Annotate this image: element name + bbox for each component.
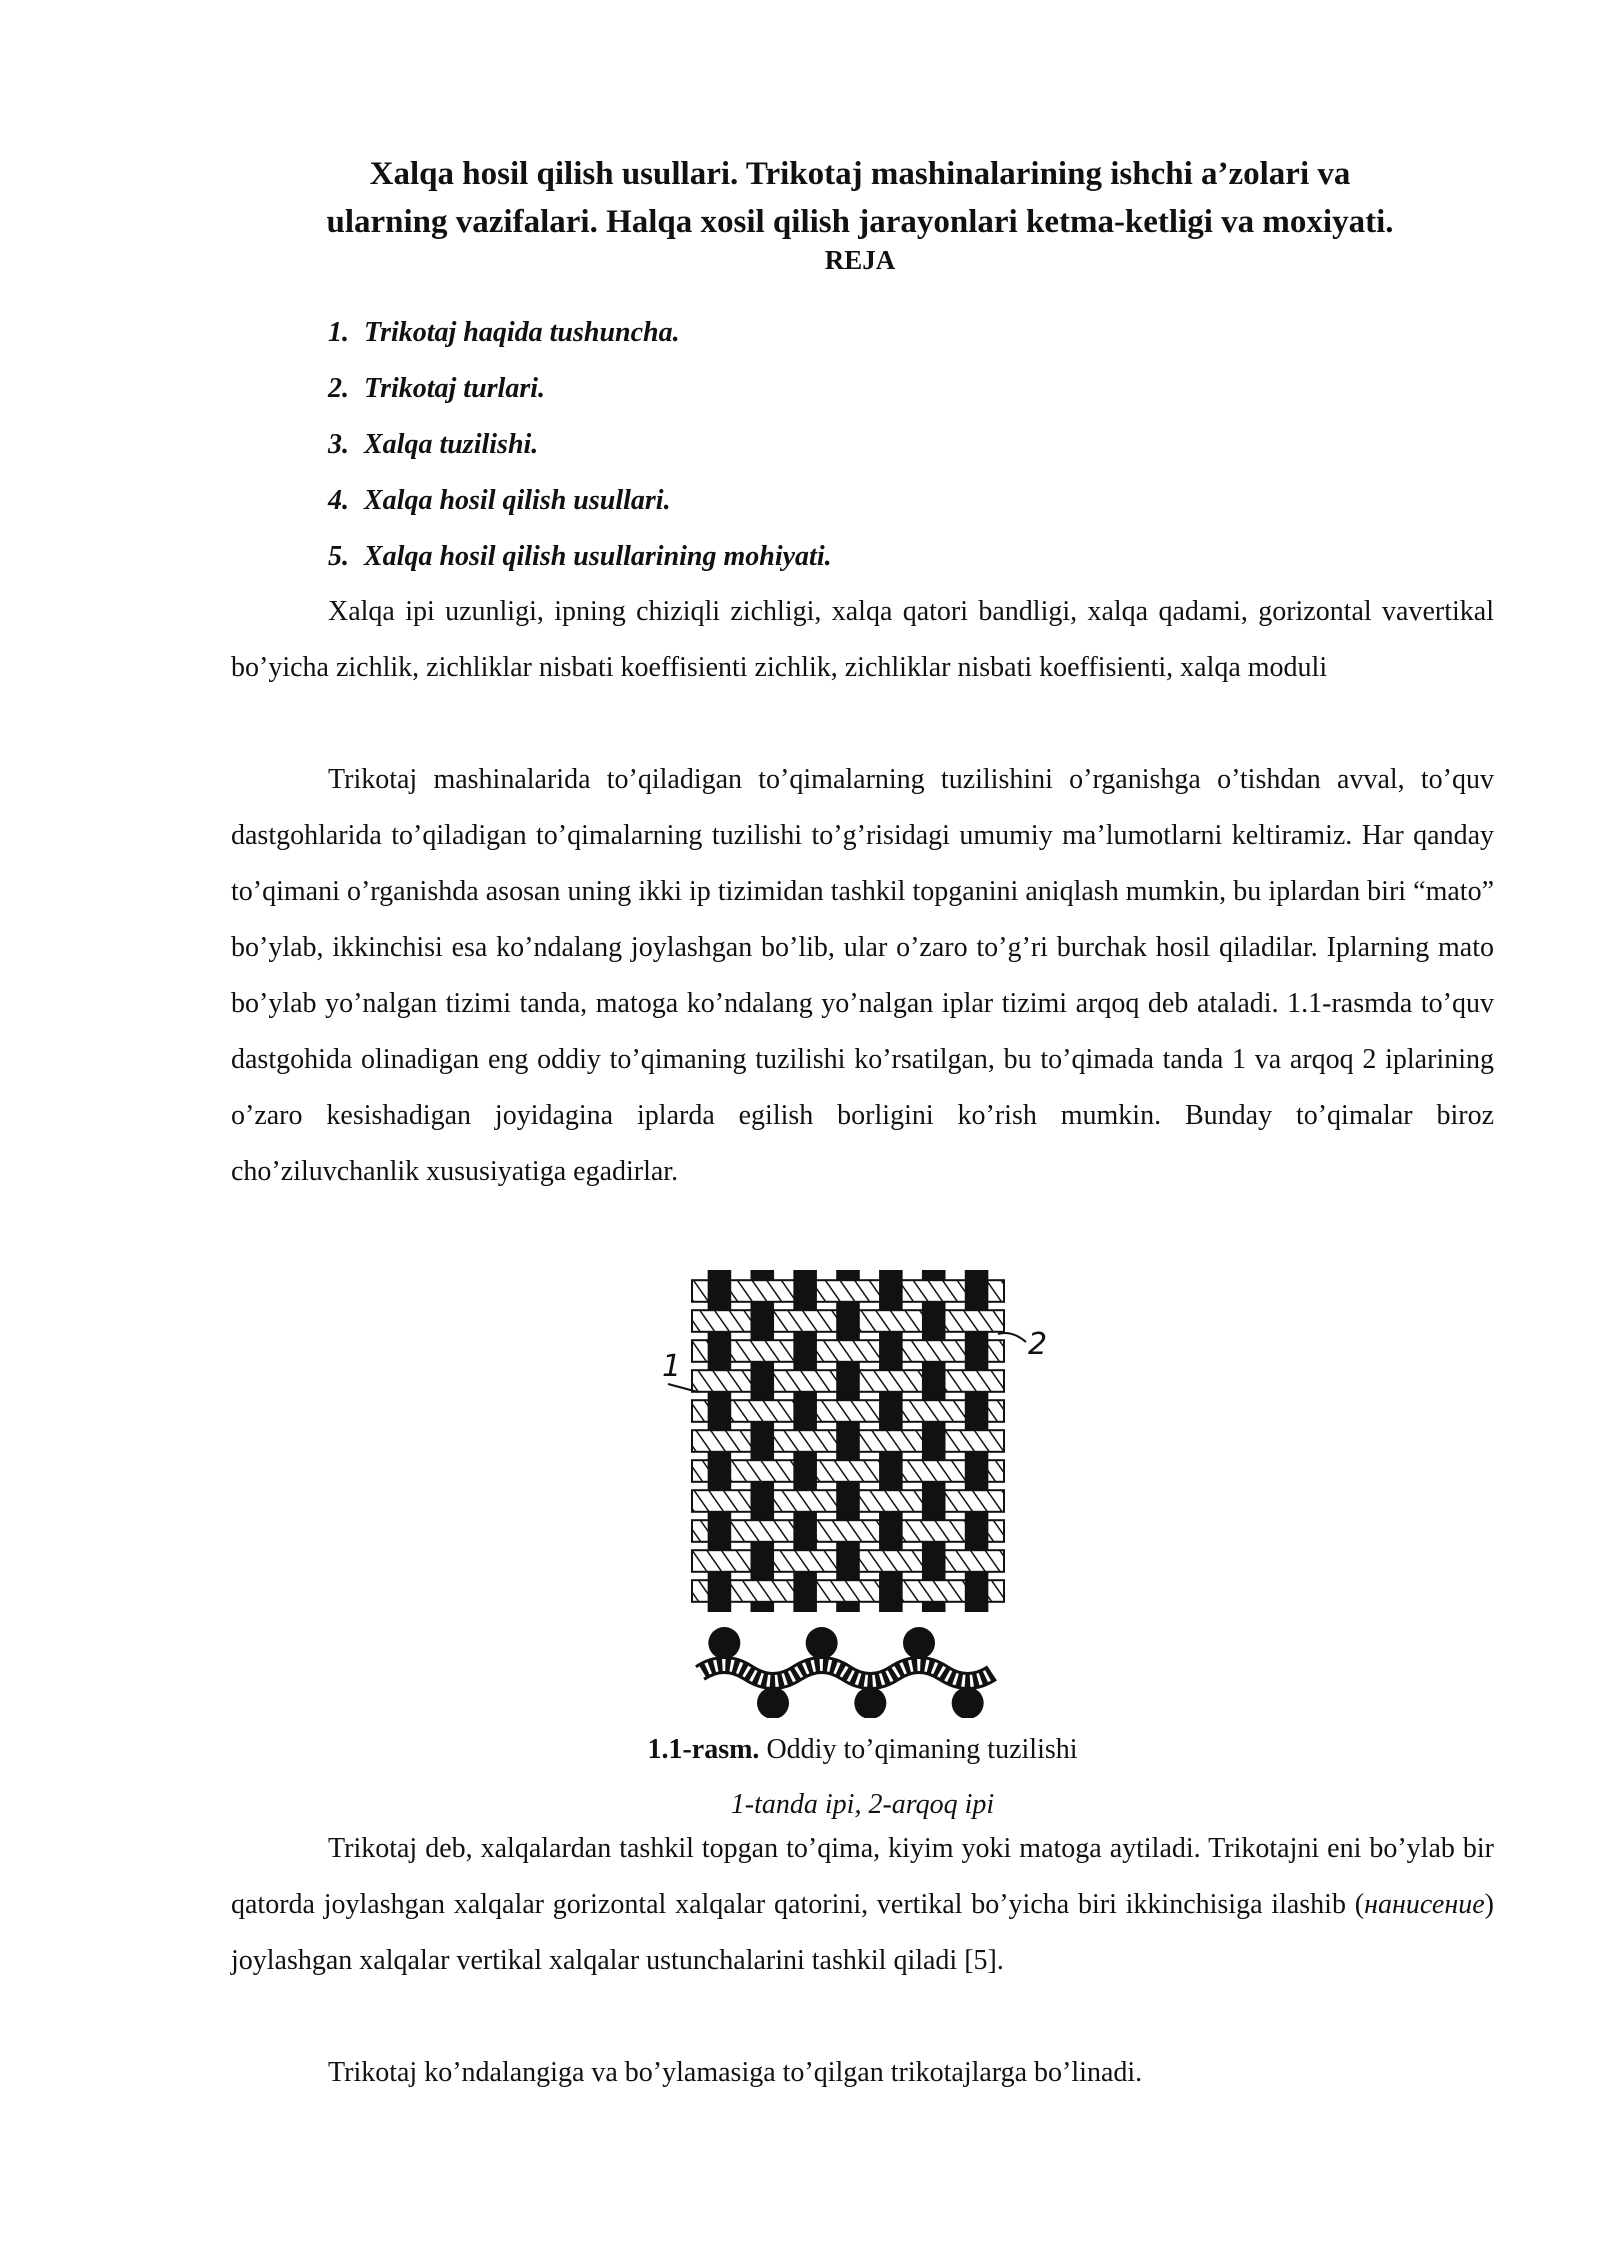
plan-item-text: Xalqa tuzilishi. bbox=[364, 429, 539, 460]
weft-thread bbox=[692, 1340, 1004, 1362]
weave-figure bbox=[640, 1268, 1060, 1718]
weft-thread bbox=[692, 1400, 1004, 1422]
title-line-2: ularning vazifalari. Halqa xosil qilish jarayonlari ketma-ketligi va moxiyati. bbox=[326, 204, 1394, 240]
warp-over-crossing bbox=[708, 1339, 732, 1363]
warp-over-crossing bbox=[965, 1399, 989, 1423]
paragraph-weave-structure: Trikotaj mashinalarida to’qiladigan to’qimalarning tuzilishini o’rganishga o’tishdan avval, to’quv dastgohlarida to’qiladigan to’qimalarning tuzilishi to’g’risidagi umumiy ma’lumotlarni keltiramiz. Har qanday to’qimani o’rganishda asosan uning ikki ip tizimidan tashkil topganini aniqlash mumkin, bu iplardan biri “mato” bo’ylab, ikkinchisi esa ko’ndalang joylashgan bo’lib, ular o’zaro to’g’ri burchak hosil qiladilar. Iplarning mato bo’ylab yo’nalgan tizimi tanda, matoga ko’ndalang yo’nalgan iplar tizimi arqoq deb ataladi. 1.1-rasmda to’quv dastgohida olinadigan eng oddiy to’qimaning tuzilishi ko’rsatilgan, bu to’qimada tanda 1 va arqoq 2 iplarining o’zaro kesishadigan joyidagina iplarda egilish borligini ko’rish mumkin. Bunday to’qimalar biroz cho’ziluvchanlik xususiyatiga egadirlar. bbox=[231, 764, 1494, 1187]
paragraph-terms: Xalqa ipi uzunligi, ipning chiziqli zichligi, xalqa qatori bandligi, xalqa qadami, gorizontal vavertikal bo’yicha zichlik, zichliklar nisbati koeffisienti zichlik, zichliklar nisbati koeffisienti, xalqa moduli bbox=[231, 596, 1494, 683]
warp-over-crossing bbox=[793, 1579, 817, 1603]
warp-over-crossing bbox=[793, 1399, 817, 1423]
plan-item-text: Trikotaj turlari. bbox=[364, 373, 546, 404]
warp-over-crossing bbox=[965, 1339, 989, 1363]
warp-over-crossing bbox=[793, 1279, 817, 1303]
figure-caption-number: 1.1-rasm. bbox=[647, 1734, 760, 1765]
warp-over-crossing bbox=[879, 1339, 903, 1363]
warp-over-crossing bbox=[836, 1369, 860, 1393]
warp-thread-section bbox=[952, 1687, 984, 1718]
cross-section-view bbox=[700, 1627, 992, 1718]
paragraph-knit-types: Trikotaj ko’ndalangiga va bo’ylamasiga to’qilgan trikotajlarga bo’linadi. bbox=[328, 2057, 1143, 2088]
plan-item bbox=[328, 425, 832, 481]
plan-item-number: 4. bbox=[328, 485, 349, 516]
warp-over-crossing bbox=[922, 1489, 946, 1513]
weft-thread bbox=[692, 1280, 1004, 1302]
warp-thread-section bbox=[806, 1627, 838, 1659]
warp-over-crossing bbox=[751, 1489, 775, 1513]
woven-fabric-grid bbox=[692, 1270, 1004, 1612]
figure-caption-text: Oddiy to’qimaning tuzilishi bbox=[759, 1734, 1078, 1765]
warp-over-crossing bbox=[708, 1279, 732, 1303]
warp-over-crossing bbox=[751, 1309, 775, 1333]
weft-label: 2 bbox=[1028, 1327, 1048, 1362]
plan-heading: REJA bbox=[824, 245, 896, 275]
plan-item-number: 1. bbox=[328, 317, 349, 348]
warp-over-crossing bbox=[793, 1459, 817, 1483]
weft-thread bbox=[692, 1580, 1004, 1602]
warp-over-crossing bbox=[965, 1579, 989, 1603]
warp-over-crossing bbox=[879, 1279, 903, 1303]
plan-item-number: 5. bbox=[328, 541, 349, 572]
warp-over-crossing bbox=[836, 1309, 860, 1333]
document-title bbox=[200, 150, 1520, 246]
warp-over-crossing bbox=[708, 1399, 732, 1423]
warp-over-crossing bbox=[836, 1429, 860, 1453]
warp-over-crossing bbox=[793, 1519, 817, 1543]
warp-over-crossing bbox=[965, 1519, 989, 1543]
warp-over-crossing bbox=[965, 1279, 989, 1303]
plan-item bbox=[328, 481, 832, 537]
warp-over-crossing bbox=[708, 1519, 732, 1543]
warp-over-crossing bbox=[922, 1309, 946, 1333]
plan-item-number: 2. bbox=[328, 373, 349, 404]
plan-item-text: Trikotaj haqida tushuncha. bbox=[364, 317, 680, 348]
warp-over-crossing bbox=[793, 1339, 817, 1363]
warp-over-crossing bbox=[879, 1399, 903, 1423]
warp-over-crossing bbox=[922, 1429, 946, 1453]
warp-over-crossing bbox=[922, 1369, 946, 1393]
warp-over-crossing bbox=[836, 1549, 860, 1573]
paragraph-knit-part2: ) joylashgan xalqalar vertikal xalqalar ustunchalarini tashkil qiladi [5]. bbox=[231, 1889, 1494, 1976]
plan-item bbox=[328, 313, 832, 369]
warp-over-crossing bbox=[922, 1549, 946, 1573]
warp-over-crossing bbox=[879, 1579, 903, 1603]
figure-caption bbox=[231, 1730, 1494, 1770]
warp-over-crossing bbox=[708, 1459, 732, 1483]
warp-thread-section bbox=[854, 1687, 886, 1718]
warp-over-crossing bbox=[836, 1489, 860, 1513]
warp-over-crossing bbox=[879, 1459, 903, 1483]
paragraph-knit-term: нанисение bbox=[1364, 1889, 1485, 1920]
warp-over-crossing bbox=[751, 1549, 775, 1573]
warp-over-crossing bbox=[751, 1429, 775, 1453]
warp-thread-section bbox=[708, 1627, 740, 1659]
plan-list bbox=[328, 313, 832, 593]
plan-item bbox=[328, 369, 832, 425]
title-line-1: Xalqa hosil qilish usullari. Trikotaj mashinalarining ishchi a’zolari va bbox=[369, 156, 1351, 192]
plan-item-number: 3. bbox=[328, 429, 349, 460]
weave-diagram bbox=[640, 1268, 1060, 1718]
warp-over-crossing bbox=[965, 1459, 989, 1483]
paragraph-knit-part1: Trikotaj deb, xalqalardan tashkil topgan to’qima, kiyim yoki matoga aytiladi. Trikotajni eni bo’ylab bir qatorda joylashgan xalqalar gorizontal xalqalar qatorini, vertikal bo’yicha biri ikkinchisiga ilashib ( bbox=[231, 1833, 1494, 1920]
warp-over-crossing bbox=[708, 1579, 732, 1603]
warp-thread-section bbox=[757, 1687, 789, 1718]
plan-item-text: Xalqa hosil qilish usullari. bbox=[364, 485, 671, 516]
plan-item-text: Xalqa hosil qilish usullarining mohiyati. bbox=[364, 541, 832, 572]
warp-thread-section bbox=[903, 1627, 935, 1659]
warp-over-crossing bbox=[751, 1369, 775, 1393]
figure-subcaption: 1-tanda ipi, 2-arqoq ipi bbox=[730, 1789, 995, 1820]
warp-over-crossing bbox=[879, 1519, 903, 1543]
weft-thread bbox=[692, 1460, 1004, 1482]
warp-label: 1 bbox=[662, 1349, 682, 1384]
weft-thread bbox=[692, 1520, 1004, 1542]
paragraph-knit-definition bbox=[231, 1821, 1494, 1989]
